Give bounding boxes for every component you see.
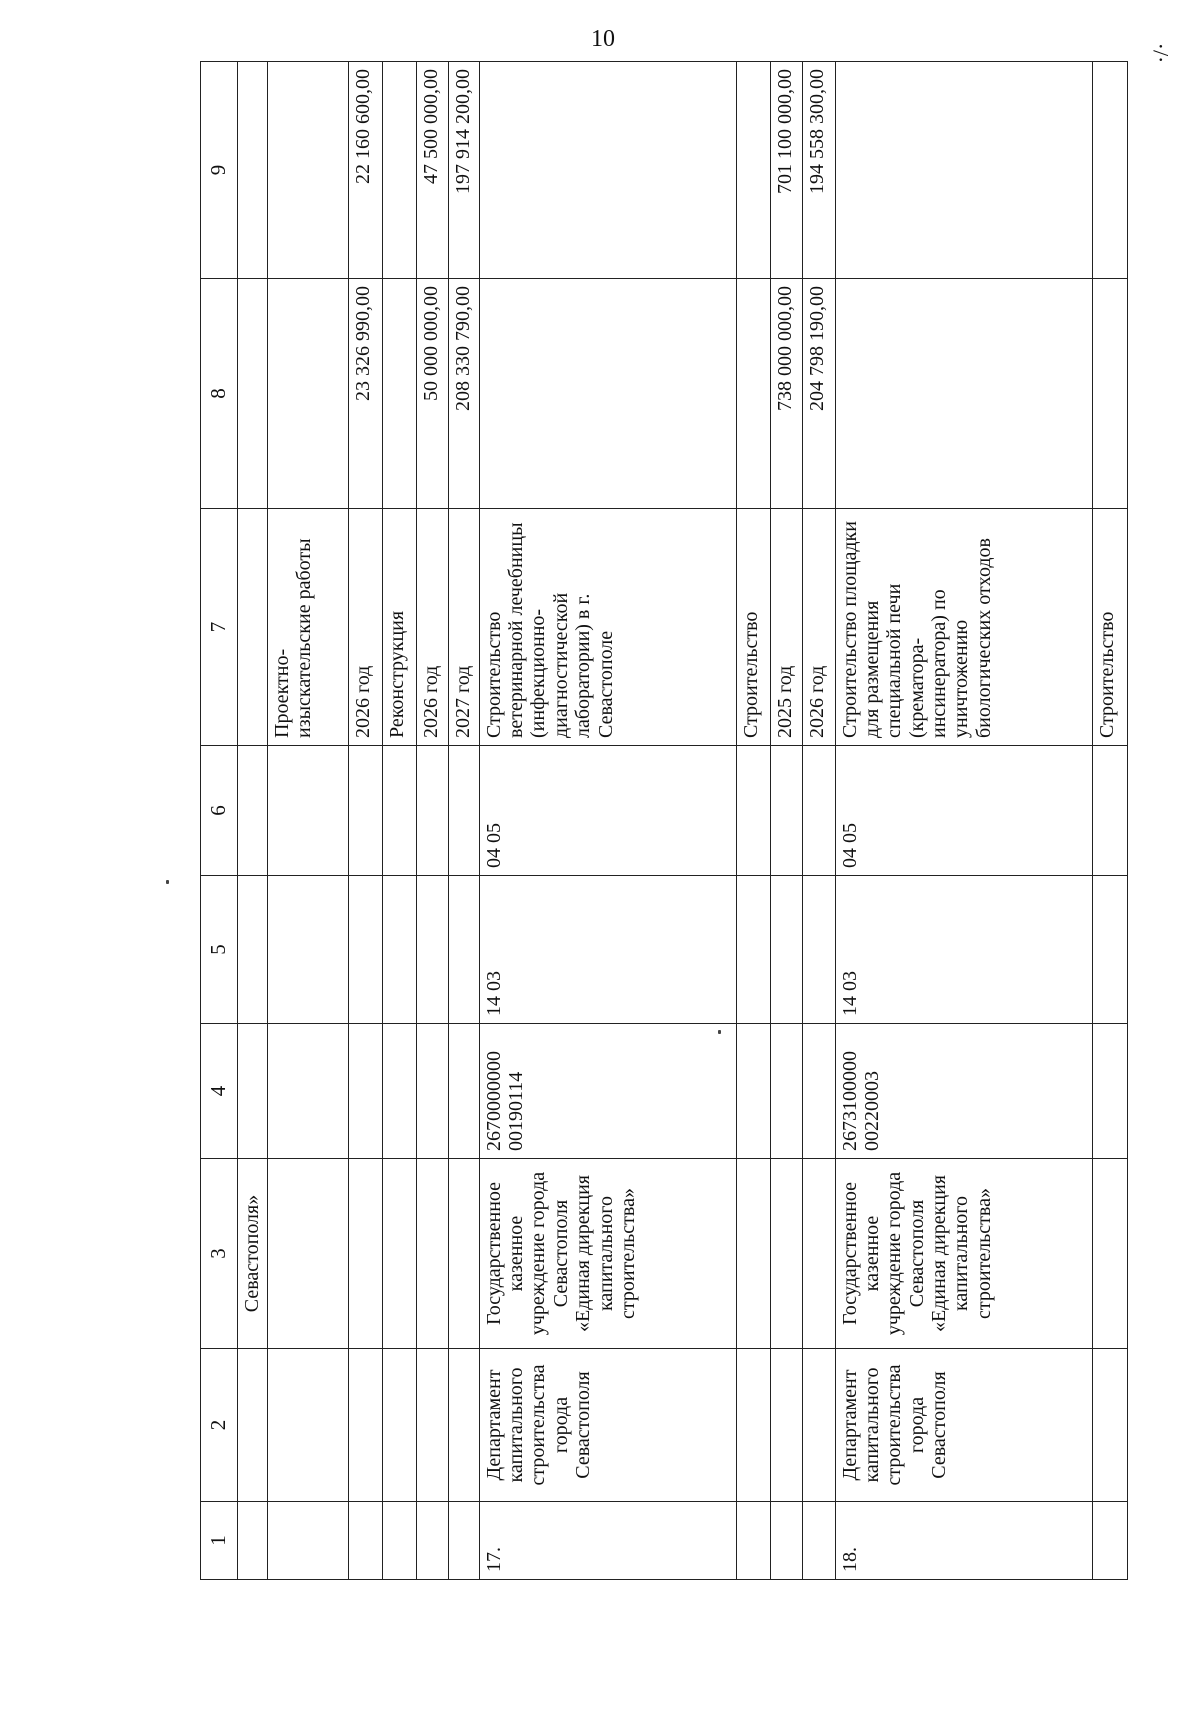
table-row [835, 62, 1092, 1580]
amount-cell [382, 62, 416, 279]
institution-cell [736, 1159, 770, 1349]
department-cell [267, 1349, 348, 1502]
amount-cell [736, 62, 770, 279]
amount-cell [1092, 62, 1127, 279]
header-cell: 2 [201, 1349, 238, 1502]
code-cell [382, 1024, 416, 1159]
rotated-table-container [200, 62, 1128, 1580]
row-number-cell [771, 1502, 803, 1580]
institution-cell [803, 1159, 835, 1349]
code-cell [771, 1024, 803, 1159]
row-number-cell [267, 1502, 348, 1580]
institution-cell [417, 1159, 449, 1349]
description-cell: 2027 год [449, 509, 479, 746]
amount-cell: 22 160 600,00 [348, 62, 382, 279]
institution-cell: Севастополя» [238, 1159, 268, 1349]
corner-mark: ·/· [1148, 42, 1174, 64]
subsection-cell: 04 05 [835, 746, 1092, 876]
amount-cell: 738 000 000,00 [771, 279, 803, 509]
institution-cell [449, 1159, 479, 1349]
row-number-cell [1092, 1502, 1127, 1580]
subsection-cell [238, 746, 268, 876]
department-cell [771, 1349, 803, 1502]
description-cell: 2025 год [771, 509, 803, 746]
subsection-cell [803, 746, 835, 876]
subsection-cell [382, 746, 416, 876]
amount-cell [267, 62, 348, 279]
amount-cell [479, 279, 736, 509]
table-row [736, 62, 770, 1580]
table-row [771, 62, 803, 1580]
header-cell: 3 [201, 1159, 238, 1349]
code-cell [348, 1024, 382, 1159]
amount-cell [736, 279, 770, 509]
description-cell: 2026 год [417, 509, 449, 746]
description-cell: 2026 год [348, 509, 382, 746]
row-number-cell [803, 1502, 835, 1580]
code-cell [736, 1024, 770, 1159]
budget-table [200, 61, 1128, 1580]
header-cell: 1 [201, 1502, 238, 1580]
page-number: 10 [591, 26, 615, 52]
subsection-cell [417, 746, 449, 876]
amount-cell [238, 62, 268, 279]
table-row [417, 62, 449, 1580]
institution-cell [1092, 1159, 1127, 1349]
description-cell: Строительство ветеринарной лечебницы (инфекционно-диагностической лаборатории) в г. Севастополе [479, 509, 736, 746]
subsection-cell [348, 746, 382, 876]
table-row [382, 62, 416, 1580]
institution-cell [382, 1159, 416, 1349]
department-cell: Департамент капитального строительства города Севастополя [479, 1349, 736, 1502]
code-cell [417, 1024, 449, 1159]
description-cell: Строительство площадки для размещения специальной печи (крематора-инсинератора) по уничтожению биологических отходов [835, 509, 1092, 746]
header-cell: 4 [201, 1024, 238, 1159]
department-cell [736, 1349, 770, 1502]
code-cell [449, 1024, 479, 1159]
subsection-cell [267, 746, 348, 876]
section-cell [803, 876, 835, 1024]
subsection-cell [449, 746, 479, 876]
header-cell: 8 [201, 279, 238, 509]
institution-cell: Государственное казенное учреждение города Севастополя «Единая дирекция капитального строительства» [835, 1159, 1092, 1349]
section-cell [736, 876, 770, 1024]
code-cell [1092, 1024, 1127, 1159]
amount-cell [238, 279, 268, 509]
department-cell: Департамент капитального строительства города Севастополя [835, 1349, 1092, 1502]
code-cell [267, 1024, 348, 1159]
department-cell [417, 1349, 449, 1502]
section-cell [348, 876, 382, 1024]
department-cell [803, 1349, 835, 1502]
amount-cell: 50 000 000,00 [417, 279, 449, 509]
institution-cell: Государственное казенное учреждение города Севастополя «Единая дирекция капитального строительства» [479, 1159, 736, 1349]
institution-cell [771, 1159, 803, 1349]
department-cell [238, 1349, 268, 1502]
header-row [201, 62, 238, 1580]
section-cell [771, 876, 803, 1024]
header-cell: 9 [201, 62, 238, 279]
amount-cell: 23 326 990,00 [348, 279, 382, 509]
row-number-cell [238, 1502, 268, 1580]
amount-cell [835, 279, 1092, 509]
amount-cell [1092, 279, 1127, 509]
institution-cell [267, 1159, 348, 1349]
table-row [1092, 62, 1127, 1580]
amount-cell: 701 100 000,00 [771, 62, 803, 279]
table-row [238, 62, 268, 1580]
table-row [267, 62, 348, 1580]
amount-cell [267, 279, 348, 509]
amount-cell: 194 558 300,00 [803, 62, 835, 279]
description-cell: Строительство [1092, 509, 1127, 746]
code-cell: 2673100000 00220003 [835, 1024, 1092, 1159]
amount-cell [382, 279, 416, 509]
header-cell: 5 [201, 876, 238, 1024]
subsection-cell [1092, 746, 1127, 876]
table-row [803, 62, 835, 1580]
row-number-cell [348, 1502, 382, 1580]
department-cell [1092, 1349, 1127, 1502]
amount-cell: 47 500 000,00 [417, 62, 449, 279]
row-number-cell: 18. [835, 1502, 1092, 1580]
table-region [200, 62, 1128, 1580]
amount-cell [835, 62, 1092, 279]
code-cell [803, 1024, 835, 1159]
section-cell [238, 876, 268, 1024]
table-row [449, 62, 479, 1580]
description-cell: 2026 год [803, 509, 835, 746]
row-number-cell [449, 1502, 479, 1580]
department-cell [382, 1349, 416, 1502]
header-cell: 7 [201, 509, 238, 746]
section-cell [382, 876, 416, 1024]
section-cell: 14 03 [835, 876, 1092, 1024]
subsection-cell: 04 05 [479, 746, 736, 876]
department-cell [449, 1349, 479, 1502]
institution-cell [348, 1159, 382, 1349]
description-cell: Строительство [736, 509, 770, 746]
section-cell [267, 876, 348, 1024]
description-cell [238, 509, 268, 746]
table-row [479, 62, 736, 1580]
amount-cell: 208 330 790,00 [449, 279, 479, 509]
code-cell: 2670000000 00190114 [479, 1024, 736, 1159]
subsection-cell [736, 746, 770, 876]
amount-cell [479, 62, 736, 279]
subsection-cell [771, 746, 803, 876]
section-cell [417, 876, 449, 1024]
row-number-cell [417, 1502, 449, 1580]
amount-cell: 197 914 200,00 [449, 62, 479, 279]
section-cell [1092, 876, 1127, 1024]
row-number-cell [382, 1502, 416, 1580]
row-number-cell: 17. [479, 1502, 736, 1580]
description-cell: Реконструкция [382, 509, 416, 746]
description-cell: Проектно-изыскательские работы [267, 509, 348, 746]
header-cell: 6 [201, 746, 238, 876]
amount-cell: 204 798 190,00 [803, 279, 835, 509]
department-cell [348, 1349, 382, 1502]
section-cell [449, 876, 479, 1024]
table-row [348, 62, 382, 1580]
row-number-cell [736, 1502, 770, 1580]
scan-speck [166, 880, 169, 884]
code-cell [238, 1024, 268, 1159]
section-cell: 14 03 [479, 876, 736, 1024]
